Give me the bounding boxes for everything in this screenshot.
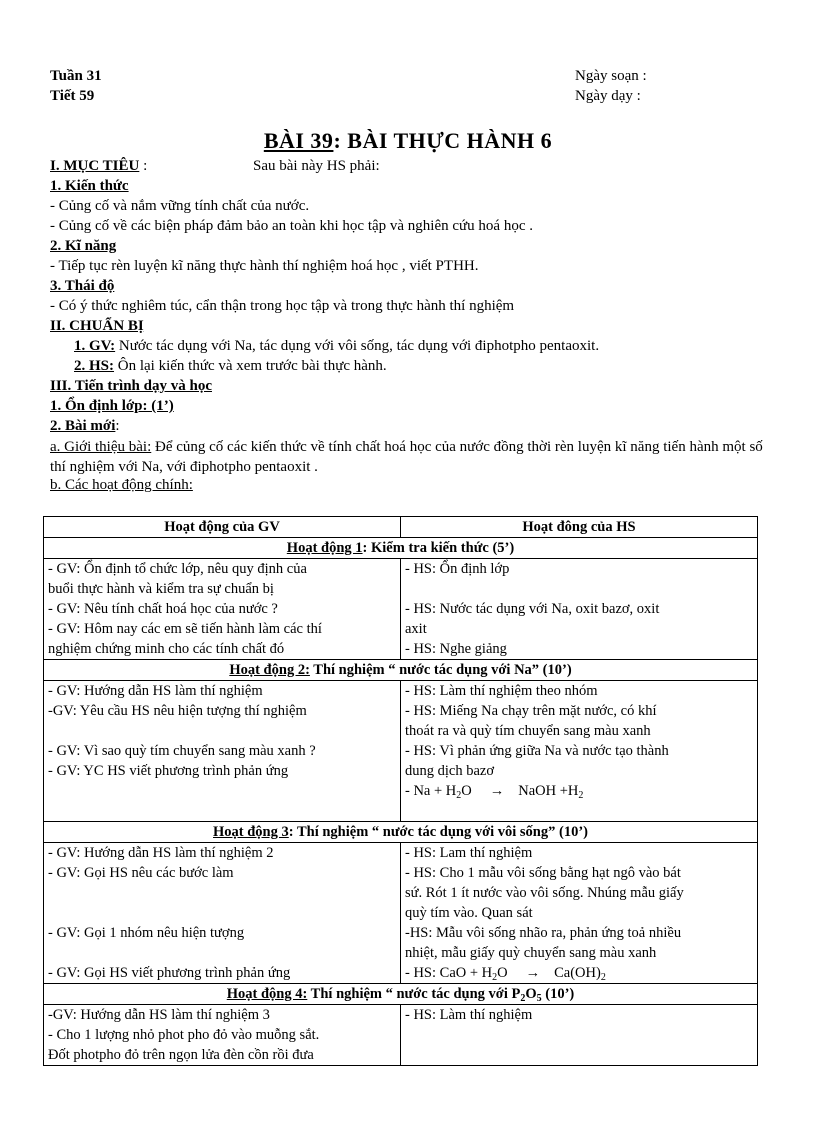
knowledge-heading: 1. Kiến thức (50, 178, 129, 194)
knowledge-item-2: - Củng cố về các biện pháp đảm bảo an toàn khi học tập và nghiên cứu hoá học . (50, 218, 533, 234)
lesson-number: Tiết 59 (50, 88, 95, 104)
col-gv-header: Hoạt động của GV (44, 517, 401, 538)
activity-2-hs: - HS: Làm thí nghiệm theo nhóm - HS: Miếng Na chạy trên mặt nước, có khí thoát ra và quỳ tím chuyển sang màu xanh - HS: Vì phản ứng giữa Na và nước tạo thành dung dịch bazơ - $Na + H_2O$ → NaOH $+H_2$ (401, 681, 758, 822)
prep-gv: 1. GV: Nước tác dụng với Na, tác dụng với vôi sống, tác dụng với điphotpho pentaoxit. (74, 338, 600, 354)
knowledge-item-1: - Củng cố và nắm vững tính chất của nước. (50, 198, 310, 214)
activity-2-title: Hoạt động 2: Thí nghiệm “ nước tác dụng với Na” (10’) (44, 660, 758, 681)
activity-1-gv: - GV: Ổn định tổ chức lớp, nêu quy định của buổi thực hành và kiểm tra sự chuẩn bị - GV: Nêu tính chất hoá học của nước ? - GV: Hôm nay các em sẽ tiến hành làm các thí nghiệm chứng minh cho các tính chất đó (44, 559, 401, 660)
lesson-number-title: BÀI 39 (263, 128, 334, 153)
prep-heading: II. CHUẨN BỊ (50, 318, 144, 334)
new-lesson-heading: 2. Bài mới: (50, 418, 120, 434)
attitude-item-1: - Có ý thức nghiêm túc, cẩn thận trong học tập và trong thực hành thí nghiệm (50, 298, 515, 314)
activity-3-gv: - GV: Hướng dẫn HS làm thí nghiệm 2 - GV: Gọi HS nêu các bước làm - GV: Gọi 1 nhóm nêu hiện tượng - GV: Gọi HS viết phương trình phản ứng (44, 843, 401, 984)
objectives-note: Sau bài này HS phải: (253, 158, 380, 174)
skills-heading: 2. Kĩ năng (50, 238, 117, 254)
prep-date: Ngày soạn : (575, 68, 647, 84)
week-label: Tuần 31 (50, 68, 102, 84)
activity-2-title-row (44, 660, 758, 681)
main-activities-heading: b. Các hoạt động chính: (50, 477, 193, 493)
activity-3-row (44, 843, 758, 984)
reaction-arrow-icon: → (525, 965, 541, 981)
activity-4-gv: -GV: Hướng dẫn HS làm thí nghiệm 3 - Cho 1 lượng nhỏ phot pho đỏ vào muỗng sắt. Đốt photpho đỏ trên ngọn lửa đèn cồn rồi đưa (44, 1005, 401, 1066)
process-heading: III. Tiến trình dạy và học (50, 378, 212, 394)
activity-1-hs: - HS: Ổn định lớp - HS: Nước tác dụng với Na, oxit bazơ, oxit axit - HS: Nghe giảng (401, 559, 758, 660)
activities-table (43, 516, 758, 1066)
lesson-title: : BÀI THỰC HÀNH 6 (333, 128, 553, 153)
activity-3-title-row (44, 822, 758, 843)
prep-hs: 2. HS: Ôn lại kiến thức và xem trước bài thực hành. (74, 358, 387, 374)
activity-1-title: Hoạt động 1: Kiểm tra kiến thức (5’) (44, 538, 758, 559)
intro-label: a. Giới thiệu bài: (50, 439, 152, 455)
attitude-heading: 3. Thái độ (50, 278, 115, 294)
activity-4-title-row (44, 984, 758, 1005)
na-water-equation: - $Na + H_2O$ → NaOH $+H_2$ (405, 783, 584, 801)
cao-water-equation: - HS: CaO + $H_2O \to Ca(OH)_2$ (405, 965, 606, 983)
reaction-arrow-icon: → (489, 783, 505, 799)
activity-3-title: Hoạt động 3: Thí nghiệm “ nước tác dụng với vôi sống” (10’) (44, 822, 758, 843)
activity-1-row (44, 559, 758, 660)
col-hs-header: Hoạt đông của HS (401, 517, 758, 538)
activity-4-row (44, 1005, 758, 1066)
teach-date: Ngày dạy : (575, 88, 641, 104)
activity-4-title: Hoạt động 4: Thí nghiệm “ nước tác dụng với $P_2O_5$ (10’) (44, 984, 758, 1005)
activity-2-row (44, 681, 758, 822)
objectives-heading: I. MỤC TIÊU : Sau bài này HS phải: (50, 158, 380, 174)
skills-item-1: - Tiếp tục rèn luyện kĩ năng thực hành thí nghiệm hoá học , viết PTHH. (50, 258, 479, 274)
activity-4-hs: - HS: Làm thí nghiệm (401, 1005, 758, 1066)
intro-text: Để củng cố các kiến thức về tính chất hoá học của nước đồng thời rèn luyện kĩ năng tiến hành một số thí nghiệm với Na, với điphotpho pentaoxit . (50, 439, 763, 475)
activity-1-title-row (44, 538, 758, 559)
intro-paragraph (50, 437, 770, 477)
activity-2-gv: - GV: Hướng dẫn HS làm thí nghiệm -GV: Yêu cầu HS nêu hiện tượng thí nghiệm - GV: Vì sao quỳ tím chuyển sang màu xanh ? - GV: YC HS viết phương trình phản ứng (44, 681, 401, 822)
activity-3-hs: - HS: Lam thí nghiệm - HS: Cho 1 mẫu vôi sống bằng hạt ngô vào bát sứ. Rót 1 ít nước vào vôi sống. Nhúng mẫu giấy quỳ tím vào. Quan sát -HS: Mẫu vôi sống nhão ra, phản ứng toả nhiều nhiệt, mẫu giấy quỳ chuyển sang màu xanh - HS: CaO + $H_2O \to Ca(OH)_2$ (401, 843, 758, 984)
stabilize-heading: 1. Ổn định lớp: (1’) (50, 398, 174, 414)
page-title (0, 128, 816, 154)
table-header-row (44, 517, 758, 538)
